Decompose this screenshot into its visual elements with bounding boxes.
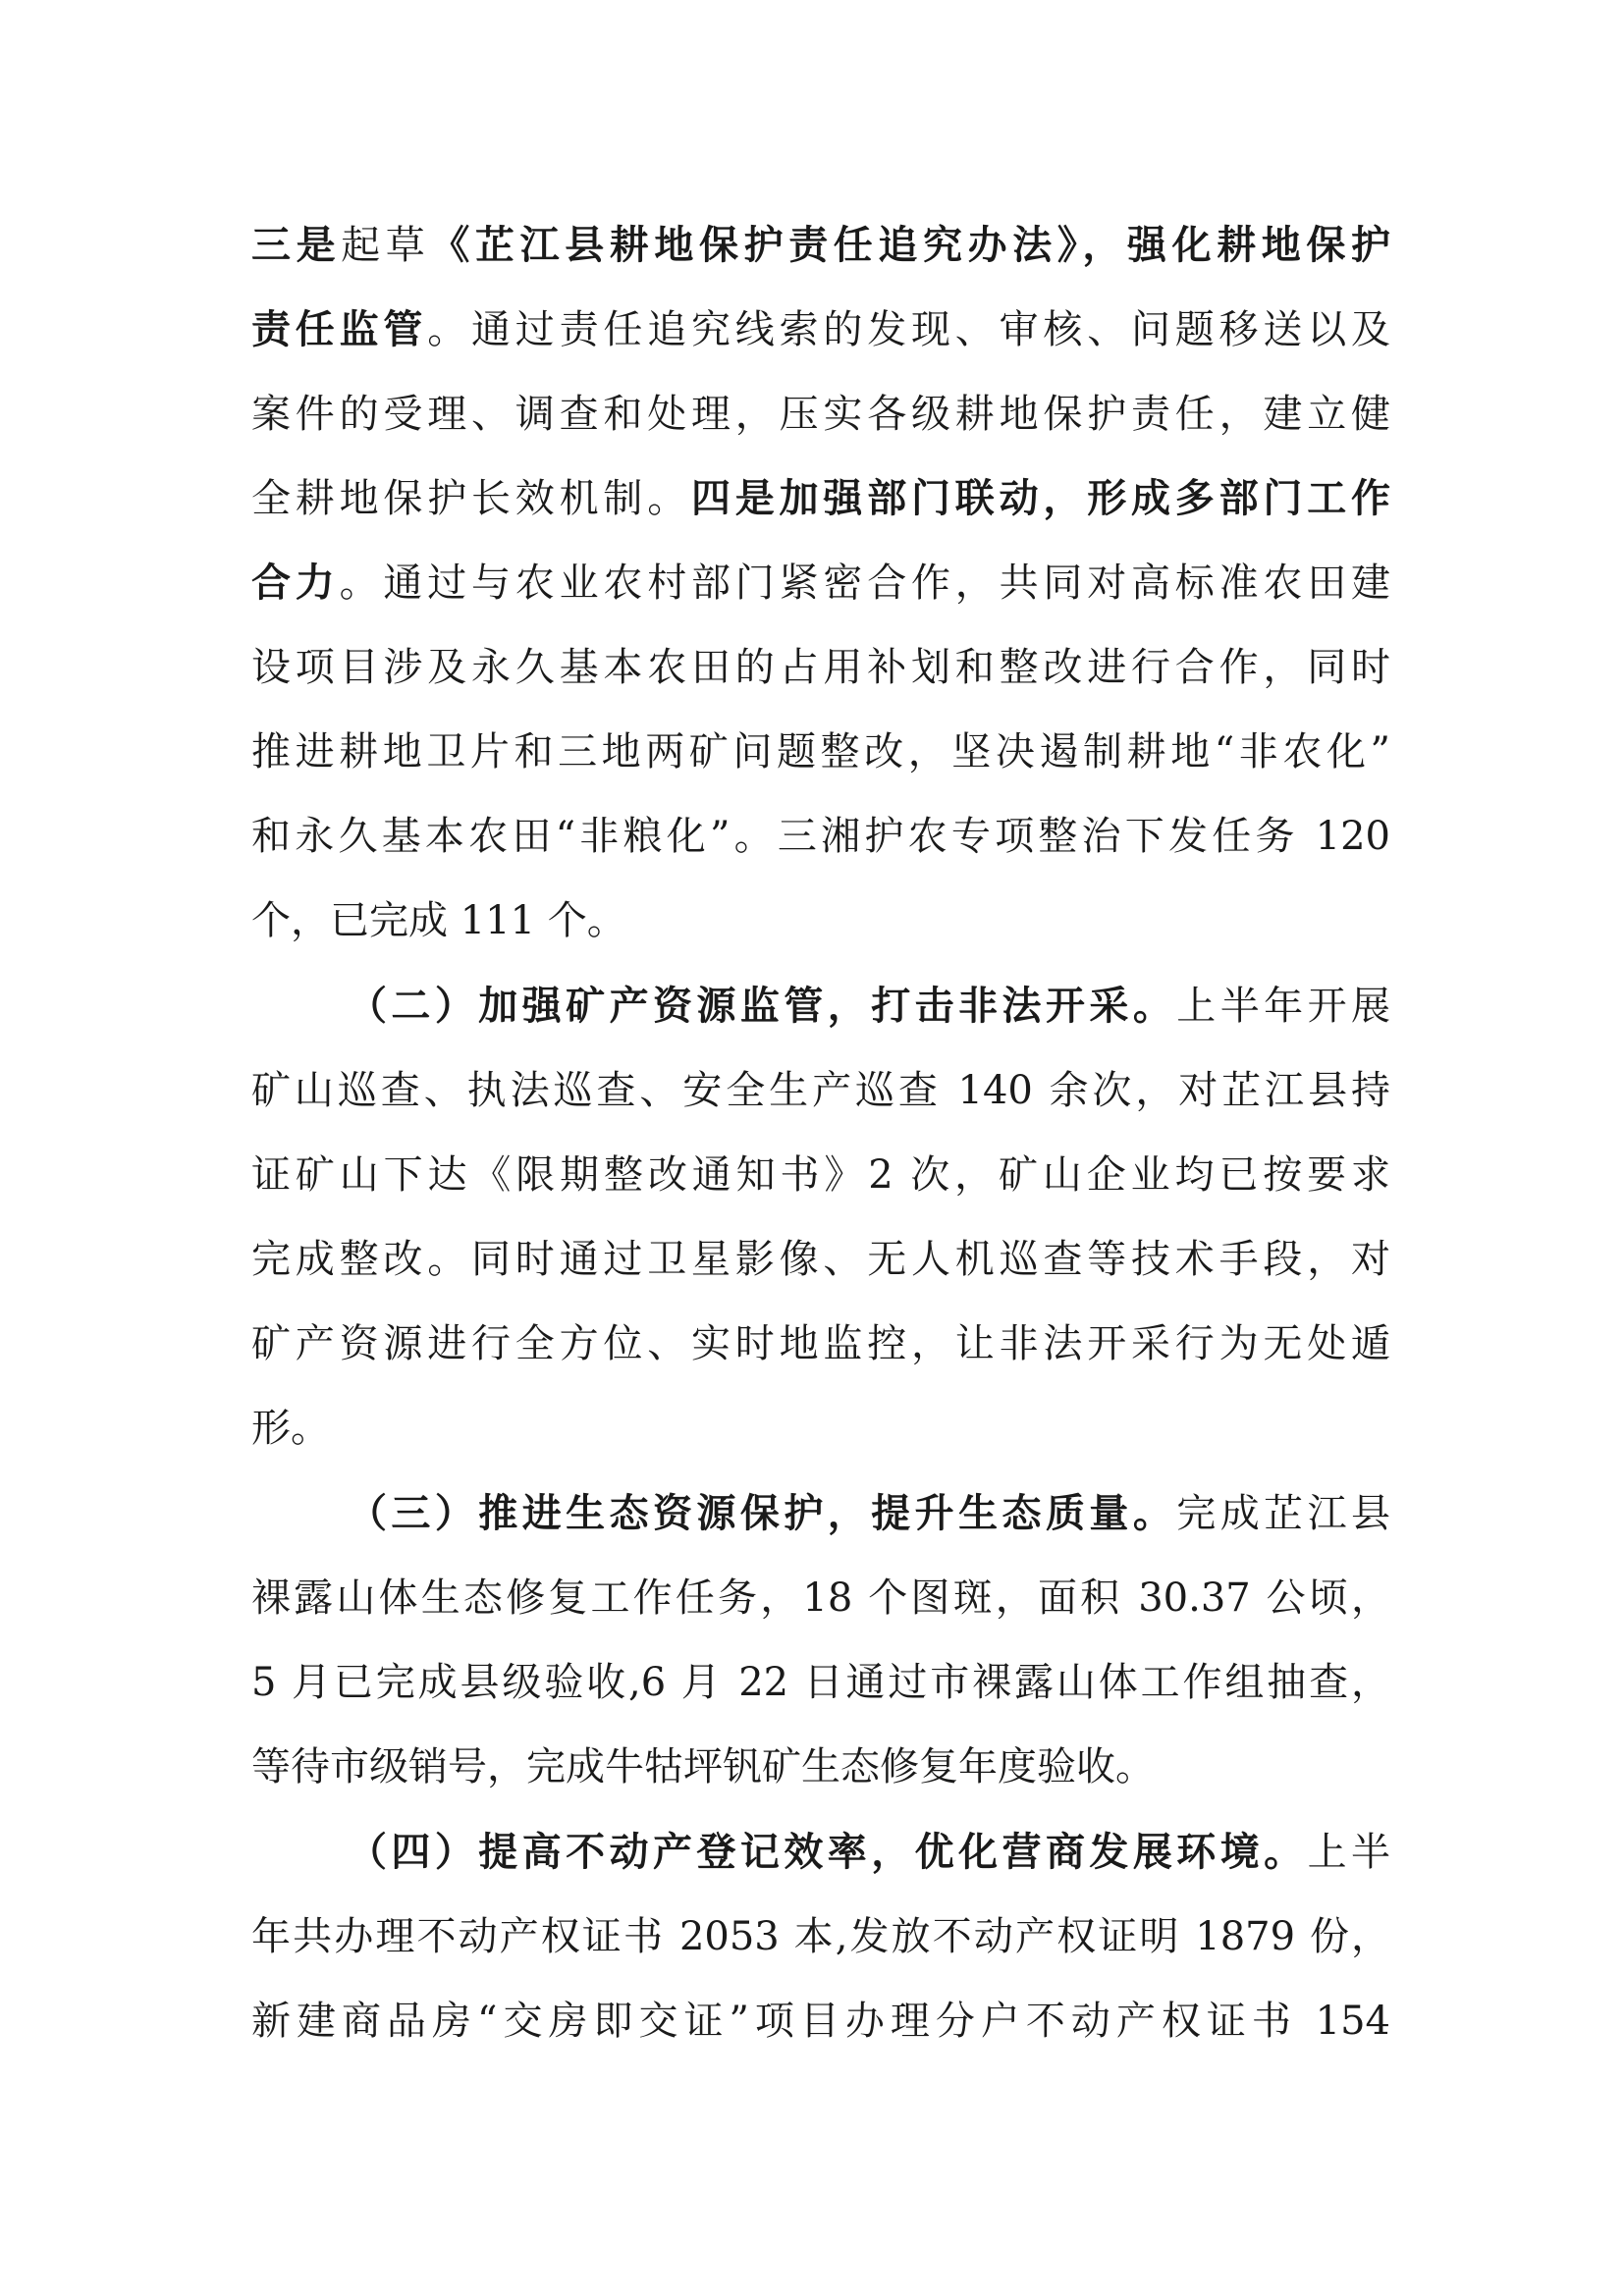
text-line <box>251 1733 1390 1801</box>
text-segment: 裸露山体生态修复工作任务，18 个图斑，面积 30.37 公顷， <box>251 1575 1390 1621</box>
text-segment: 形。 <box>251 1406 330 1451</box>
text-segment: 5 月已完成县级验收,6 月 22 日通过市裸露山体工作组抽查， <box>251 1660 1390 1705</box>
text-line <box>251 464 1390 533</box>
section-heading: （三）推进生态资源保护，提升生态质量。 <box>348 1491 1177 1536</box>
text-segment: 等待市级销号，完成牛牯坪钒矿生态修复年度验收。 <box>251 1744 1155 1789</box>
text-line <box>251 380 1390 449</box>
text-segment: 证矿山下达《限期整改通知书》2 次，矿山企业均已按要求 <box>251 1152 1390 1198</box>
text-line <box>251 1309 1390 1378</box>
text-line <box>348 1818 1390 1887</box>
text-line <box>348 1479 1390 1548</box>
text-segment: 。通过责任追究线索的发现、审核、问题移送以及 <box>427 307 1391 352</box>
text-segment: 设项目涉及永久基本农田的占用补划和整改进行合作，同时 <box>251 645 1390 690</box>
text-segment: 案件的受理、调查和处理，压实各级耕地保护责任，建立健 <box>251 392 1390 437</box>
text-line <box>251 1564 1390 1632</box>
text-segment: 年共办理不动产权证书 2053 本,发放不动产权证明 1879 份， <box>251 1914 1390 1959</box>
text-line <box>251 1902 1390 1971</box>
text-line <box>251 1056 1390 1125</box>
text-segment: 加强部门联动，形成多部门工作 <box>779 476 1391 521</box>
text-segment: 矿山巡查、执法巡查、安全生产巡查 140 余次，对芷江县持 <box>251 1068 1390 1113</box>
text-segment: 责任监管 <box>251 307 428 352</box>
text-line <box>251 1394 1390 1463</box>
text-line <box>251 802 1390 871</box>
text-segment: 新建商品房“交房即交证”项目办理分户不动产权证书 154 <box>251 1999 1390 2044</box>
text-segment: 上半年开展 <box>1176 984 1391 1029</box>
text-segment: 完成芷江县 <box>1176 1491 1391 1536</box>
text-line <box>251 886 1390 955</box>
text-segment: 和永久基本农田“非粮化”。三湘护农专项整治下发任务 120 <box>251 814 1390 859</box>
text-line <box>251 295 1390 364</box>
text-line <box>251 718 1390 786</box>
text-line <box>251 1141 1390 1209</box>
text-line <box>251 549 1390 617</box>
text-line <box>251 1225 1390 1294</box>
text-line <box>251 211 1390 280</box>
text-segment: 《芷江县耕地保护责任追究办法》，强化耕地保护 <box>430 223 1391 268</box>
section-heading: （二）加强矿产资源监管，打击非法开采。 <box>348 984 1177 1029</box>
text-segment: 三是 <box>251 223 342 268</box>
text-segment: 上半 <box>1307 1830 1391 1875</box>
text-line <box>348 972 1390 1041</box>
section-heading: （四）提高不动产登记效率，优化营商发展环境。 <box>348 1830 1308 1875</box>
text-segment: 完成整改。同时通过卫星影像、无人机巡查等技术手段，对 <box>251 1237 1390 1282</box>
text-segment: 推进耕地卫片和三地两矿问题整改，坚决遏制耕地“非农化” <box>251 729 1390 774</box>
text-segment: 个，已完成 111 个。 <box>251 898 626 943</box>
text-segment: 矿产资源进行全方位、实时地监控，让非法开采行为无处遁 <box>251 1321 1390 1366</box>
text-segment: 起草 <box>341 223 431 268</box>
text-segment: 合力 <box>251 561 340 606</box>
text-segment: 。通过与农业农村部门紧密合作，共同对高标准农田建 <box>339 561 1391 606</box>
text-line <box>251 1987 1390 2056</box>
text-segment: 四是 <box>691 476 780 521</box>
text-line <box>251 633 1390 702</box>
text-line <box>251 1648 1390 1717</box>
text-segment: 全耕地保护长效机制。 <box>251 476 691 521</box>
